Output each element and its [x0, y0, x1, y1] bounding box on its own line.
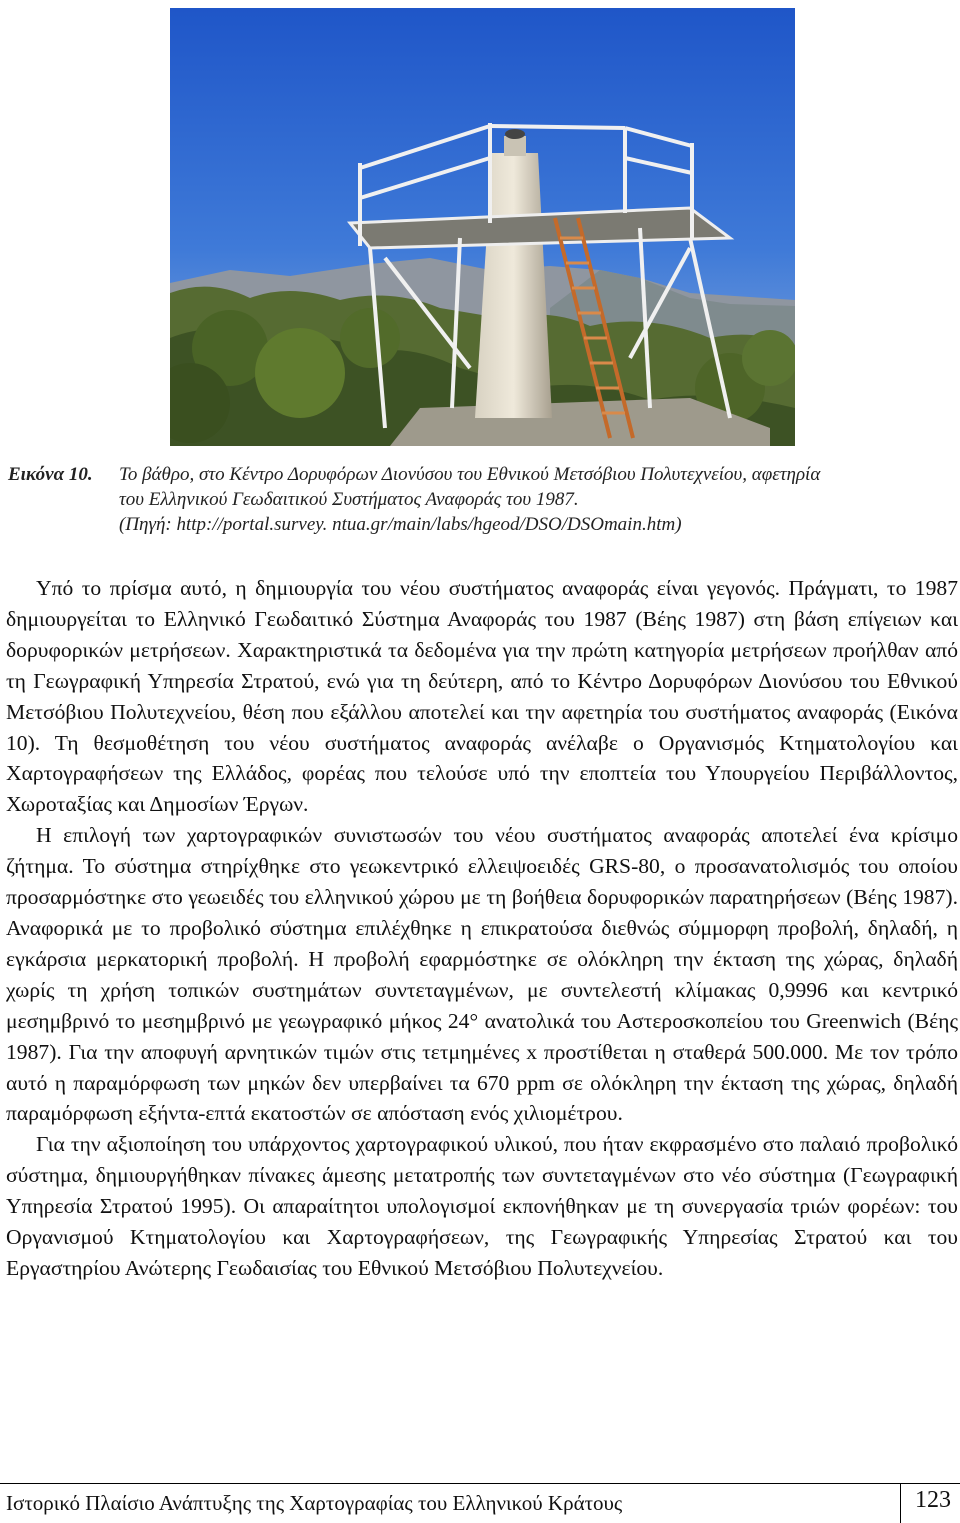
paragraph: Για την αξιοποίηση του υπάρχοντος χαρτογραφικού υλικού, που ήταν εκφρασμένο στο παλαιό προβολικό σύστημα, δημιουργήθηκαν πίνακες άμεσης μετατροπής των συντεταγμένων στο νέο σύστημα (Γεωγραφική Υπηρεσία Στρατού 1995). Οι απαραίτητοι υπολογισμοί εκπονήθηκαν με τη συνεργασία τριών φορέων: του Οργανισμού Κτηματολογίου και Χαρτογραφήσεων, της Γεωγραφικής Υπηρεσίας Στρατού και του Εργαστηρίου Ανώτερης Γεωδαισίας του Εθνικού Μετσόβιου Πολυτεχνείου. — [6, 1132, 958, 1280]
caption-source-line: (Πηγή: http://portal.survey. ntua.gr/main/labs/hgeod/DSO/DSOmain.htm) — [119, 514, 682, 535]
paragraph: Υπό το πρίσμα αυτό, η δημιουργία του νέου συστήματος αναφοράς είναι γεγονός. Πράγματι, το 1987 δημιουργείται το Ελληνικό Γεωδαιτικό Σύστημα Αναφοράς του 1987 (Βέης 1987) στη βάση επίγειων και δορυφορικών μετρήσεων. Χαρακτηριστικά τα δεδομένα για την πρώτη κατηγορία μετρήσεων προήλθαν από τη Γεωγραφική Υπηρεσία Στρατού, ενώ για τη δεύτερη, από το Κέντρο Δορυφόρων Διονύσου του Εθνικού Μετσόβιου Πολυτεχνείου, θέση που εξάλλου αποτελεί και την αφετηρία του συστήματος αναφοράς (Εικόνα 10). Τη θεσμοθέτηση του νέου συστήματος αναφοράς ανέλαβε ο Οργανισμός Κτηματολογίου και Χαρτογραφήσεων της Ελλάδος, φορέας που τελούσε υπό την εποπτεία του Υπουργείου Περιβάλλοντος, Χωροταξίας και Δημοσίων Έργων. — [6, 576, 958, 817]
paragraph: Η επιλογή των χαρτογραφικών συνιστωσών του νέου συστήματος αναφοράς αποτελεί ένα κρίσιμο ζήτημα. Το σύστημα στηρίχθηκε στο γεωκεντρικό ελλειψοειδές GRS-80, ο προσανατολισμός του οποίου προσαρμόστηκε στο γεωειδές του ελληνικού χώρου με τη βοήθεια δορυφορικών παρατηρήσεων (Βέης 1987). Αναφορικά με το προβολικό σύστημα επιλέχθηκε η επικρατούσα διεθνώς σύμμορφη προβολή, δηλαδή, η εγκάρσια μερκατορική προβολή. Η προβολή εφαρμόστηκε σε ολόκληρη την έκταση της χώρας, δηλαδή χωρίς τη χρήση τοπικών συστημάτων συντεταγμένων, με συντελεστή κλίμακας 0,9996 και κεντρικό μεσημβρινό το μεσημβρινό με γεωγραφικό μήκος 24° ανατολικά του Αστεροσκοπείου του Greenwich (Βέης 1987). Για την αποφυγή αρνητικών τιμών στις τετμημένες x προστίθεται η σταθερά 500.000. Με τον τρόπο αυτό η παραμόρφωση των μηκών δεν υπερβαίνει τα 670 ppm σε ολόκληρη την έκταση της χώρας, δηλαδή παραμόρφωση εξήντα-επτά εκατοστών σε απόσταση ενός χιλιομέτρου. — [6, 823, 958, 1126]
footer-rule — [0, 1483, 960, 1484]
figure-photo — [170, 8, 795, 446]
figure-label: Εικόνα 10. — [8, 464, 93, 485]
running-footer-title: Ιστορικό Πλαίσιο Ανάπτυξης της Χαρτογραφίας του Ελληνικού Κράτους — [6, 1491, 623, 1515]
footer-divider — [900, 1483, 901, 1523]
geodetic-pillar-photo — [170, 8, 795, 446]
page-number: 123 — [915, 1487, 951, 1513]
caption-line: του Ελληνικού Γεωδαιτικού Συστήματος Αναφοράς του 1987. — [119, 489, 579, 510]
caption-line: Το βάθρο, στο Κέντρο Δορυφόρων Διονύσου του Εθνικού Μετσόβιου Πολυτεχνείου, αφετηρία — [119, 464, 821, 485]
figure-caption-text — [119, 462, 959, 537]
body-text — [6, 573, 958, 1284]
